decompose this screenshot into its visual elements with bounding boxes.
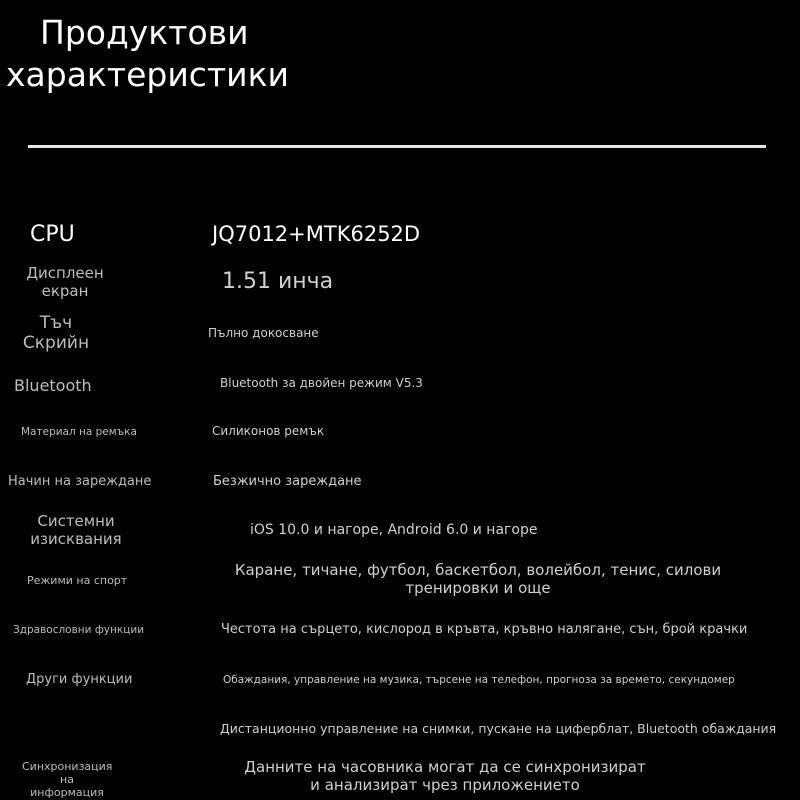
spec-label-sync: Синхронизация на информация: [22, 760, 113, 800]
spec-label-strap: Материал на ремъка: [21, 426, 137, 438]
title-line-1: Продуктови: [40, 13, 249, 52]
spec-value-other: Обаждания, управление на музика, търсене на телефон, прогноза за времето, секундомер: [223, 674, 735, 686]
spec-value-charging: Безжично зареждане: [213, 474, 362, 489]
title-line-2: характеристики: [6, 55, 289, 94]
spec-label-display: Дисплеен екран: [26, 264, 104, 300]
spec-label-touch: Тъч Скрийн: [22, 313, 90, 354]
spec-label-sports: Режими на спорт: [27, 574, 128, 587]
spec-label-other: Други функции: [26, 672, 133, 687]
spec-value-sports: Каране, тичане, футбол, баскетбол, волейбол, тенис, силови тренировки и още: [234, 561, 722, 597]
spec-value-system: iOS 10.0 и нагоре, Android 6.0 и нагоре: [250, 522, 538, 538]
spec-label-charging: Начин на зареждане: [8, 474, 152, 489]
spec-value-sync: Данните на часовника могат да се синхронизират и анализират чрез приложението: [244, 758, 646, 794]
spec-value-strap: Силиконов ремък: [212, 424, 325, 438]
spec-label-cpu: CPU: [30, 222, 75, 247]
spec-value-cpu: JQ7012+MTK6252D: [212, 222, 421, 246]
spec-value-bluetooth: Bluetooth за двойен режим V5.3: [220, 376, 423, 390]
spec-label-health: Здравословни функции: [13, 624, 145, 636]
spec-value-health: Честота на сърцето, кислород в кръвта, кръвно налягане, сън, брой крачки: [221, 622, 748, 637]
spec-value-other-2: Дистанционно управление на снимки, пускане на циферблат, Bluetooth обаждания: [220, 721, 777, 736]
spec-value-display: 1.51 инча: [222, 269, 334, 294]
spec-label-system: Системни изисквания: [30, 512, 122, 548]
spec-value-touch: Пълно докосване: [208, 326, 319, 340]
divider: [28, 145, 766, 148]
spec-label-bluetooth: Bluetooth: [14, 376, 92, 395]
page-title: [6, 12, 289, 96]
